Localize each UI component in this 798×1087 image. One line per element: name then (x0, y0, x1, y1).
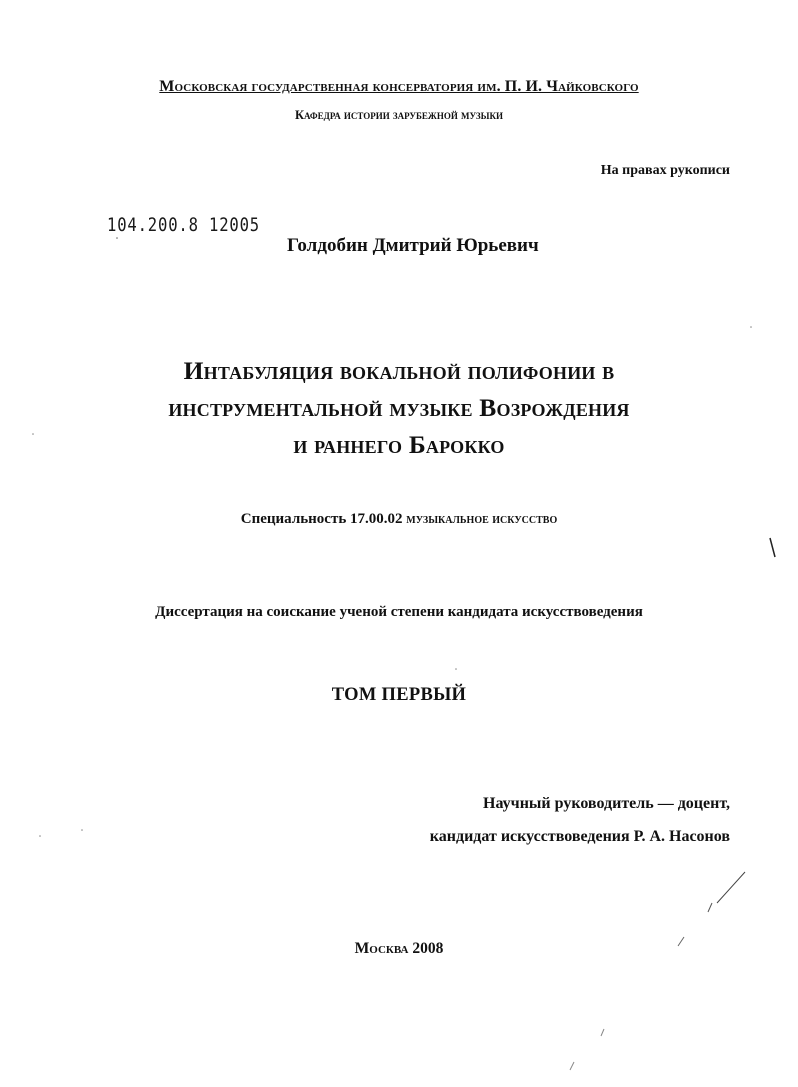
scan-mark (678, 937, 684, 946)
department-name: Кафедра истории зарубежной музыки (294, 108, 504, 122)
specialty-code: Специальность 17.00.02 (240, 511, 403, 527)
scan-mark (770, 538, 775, 557)
volume-label: ТОМ ПЕРВЫЙ (331, 685, 467, 705)
library-stamp-number: 104.200.8 12005 (107, 214, 261, 236)
scan-dot (116, 237, 118, 239)
title-line-2: инструментальной музыке Возрождения (168, 393, 630, 422)
manuscript-note: На правах рукописи (600, 163, 730, 178)
scan-dot (750, 326, 752, 328)
degree-statement: Диссертация на соискание ученой степени кандидата искусствоведения (155, 604, 643, 620)
specialty-name: музыкальное искусство (406, 512, 558, 527)
title-line-3: и раннего Барокко (293, 430, 505, 459)
institution-name: Московская государственная консерватория им. П. И. Чайковского (159, 78, 639, 95)
scan-mark (708, 903, 712, 912)
scan-dot (81, 829, 83, 831)
city-year: Москва 2008 (354, 940, 444, 957)
author-name: Голдобин Дмитрий Юрьевич (287, 235, 539, 256)
title-line-1: Интабуляция вокальной полифонии в (183, 356, 615, 385)
scan-dot (32, 433, 34, 435)
scan-dot (39, 835, 41, 837)
advisor-line-2: кандидат искусствоведения Р. А. Насонов (429, 828, 730, 845)
scan-mark (717, 872, 745, 903)
scan-mark (570, 1062, 574, 1070)
advisor-line-1: Научный руководитель — доцент, (483, 795, 730, 812)
scan-mark (601, 1029, 604, 1036)
scan-dot (455, 668, 457, 670)
